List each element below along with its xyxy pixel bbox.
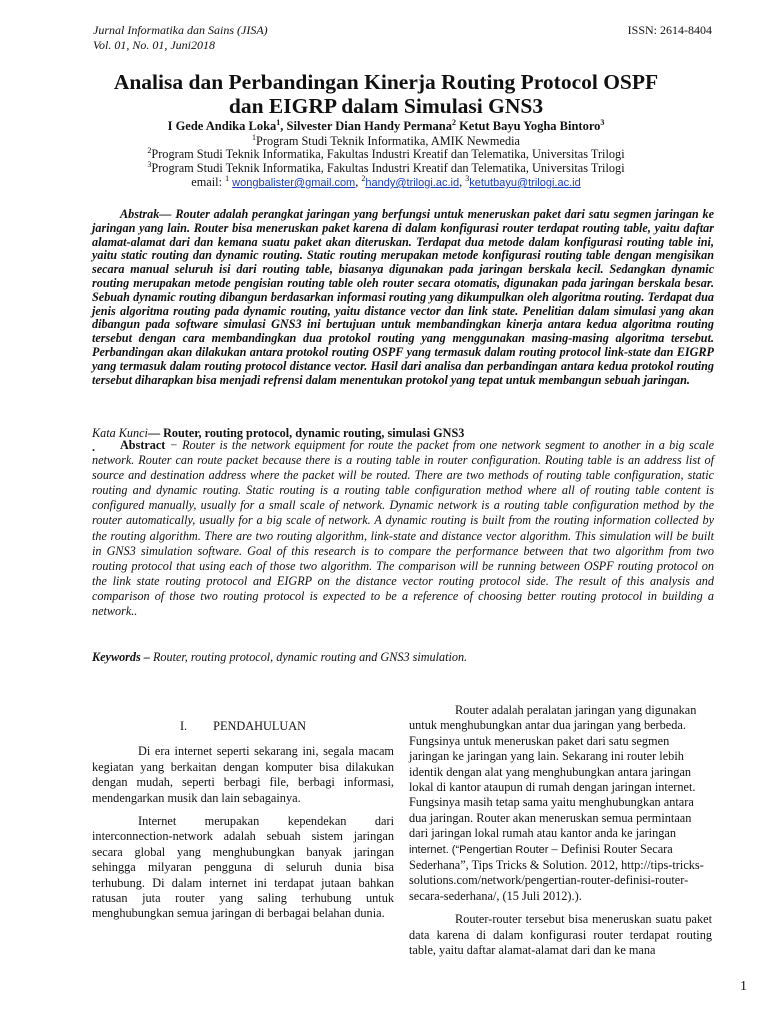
journal-header <box>93 23 268 53</box>
email-sup: 2 <box>361 174 366 183</box>
author-name: Ketut Bayu Yogha Bintoro <box>455 119 601 134</box>
affiliation-sup: 1 <box>252 133 257 142</box>
affiliation-text: Program Studi Teknik Informatika, AMIK Newmedia <box>256 134 520 149</box>
author-name: , Silvester Dian Handy Permana <box>280 119 452 134</box>
page-number: 1 <box>740 979 747 994</box>
title-line-2: dan EIGRP dalam Simulasi GNS3 <box>228 94 544 118</box>
abstract-paragraph <box>92 438 714 619</box>
email-link-2[interactable]: handy@trilogi.ac.id <box>365 177 460 190</box>
left-column <box>92 705 394 930</box>
keywords-label: Keywords – <box>92 650 153 664</box>
section-title: PENDAHULUAN <box>213 719 307 733</box>
affiliation-sup: 3 <box>147 160 152 169</box>
abstrak-text: Router adalah perangkat jaringan yang berfungsi untuk meneruskan paket dari satu segmen jaringan ke jaringan yang lain. Router bisa meneruskan paket karena di dalam konfigurasi router terdapat routing table, yaitu daftar alamat-alamat dari dan kemana suatu paket akan diteruskan. Terdapat dua metode dalam konfigurasi routing table ini, yaitu static routing dan dynamic routing. Static routing merupakan metode konfigurasi routing table dengan mengisikan secara manual seluruh isi dari routing table, biasanya digunakan pada jaringan berskala kecil. Sedangkan dynamic routing merupakan metode pengisian routing table oleh router secara otomatis, digunakan pada jaringan berskala besar. Sebuah dynamic routing dibangun berdasarkan informasi routing yang dikumpulkan oleh algoritma routing. Terdapat dua jenis algoritma routing pada dynamic routing, yaitu distance vector dan link state. Penelitian dalam simulasi yang akan dibangun pada software simulasi GNS3 ini bertujuan untuk membandingkan kinerja antara kedua algoritma routing tersebut dengan cara membandingkan dua protokol routing yang menggunakan masing-masing algoritma tersebut. Perbandingan akan dilakukan antara protokol routing OSPF yang termasuk dalam routing protocol link-state dan EIGRP yang termasuk dalam routing protocol distance vector. Hasil dari analisa dan perbandingan antara kedua protokol routing tersebut diharapkan bisa menjadi refrensi dalam menentukan protokol yang tepat untuk membangun sebuah jaringan. <box>92 207 714 387</box>
author-list <box>60 118 712 134</box>
email-line <box>60 174 712 190</box>
email-link-3[interactable]: ketutbayu@trilogi.ac.id <box>469 177 581 190</box>
abstrak-dash: — <box>159 207 176 221</box>
section-number: I. <box>179 719 188 733</box>
body-paragraph: Di era internet seperti sekarang ini, segala macam kegiatan yang berkaitan dengan komputer bisa dilakukan dengan mudah, seperti berbagi file, berbagi informasi, mendengarkan musik dan lain sebagainya. <box>92 744 394 805</box>
title-line-1: Analisa dan Perbandingan Kinerja Routing Protocol OSPF <box>113 70 659 94</box>
author-sup: 1 <box>276 118 281 127</box>
email-label: email: <box>191 175 226 190</box>
affiliation-text: Program Studi Teknik Informatika, Fakultas Industri Kreatif dan Telematika, Universitas Trilogi <box>151 161 625 176</box>
author-sup: 3 <box>600 118 605 127</box>
kata-kunci-label: Kata Kunci <box>92 426 148 440</box>
keywords-text: Router, routing protocol, dynamic routing and GNS3 simulation. <box>152 650 468 664</box>
kata-kunci-text: — Router, routing protocol, dynamic routing, simulasi GNS3 <box>147 426 465 440</box>
body-text: Router adalah peralatan jaringan yang digunakan untuk menghubungkan antar dua jaringan yang berbeda. Fungsinya untuk meneruskan paket dari satu segmen jaringan ke jaringan yang lain. Sekarang ini router lebih identik dengan alat yang menghubungkan antara jaringan lokal di kantor ataupun di rumah dengan jaringan internet. Fungsinya masih tetap sama yaitu menghubungkan antara dua jaringan. Router akan meneruskan semua permintaan dari jaringan lokal rumah atau kantor anda ke jaringan <box>409 703 697 841</box>
issn: ISSN: 2614-8404 <box>627 23 712 37</box>
email-link-1[interactable]: wongbalister@gmail.com <box>232 177 356 190</box>
email-sup: 3 <box>465 174 470 183</box>
keywords <box>92 650 714 665</box>
body-paragraph: Router-router tersebut bisa meneruskan suatu paket data karena di dalam konfigurasi router terdapat routing table, yaitu daftar alamat-alamat dari dan ke mana <box>409 912 712 958</box>
abstrak-label: Abstrak <box>120 207 160 221</box>
email-sup: 1 <box>225 174 230 183</box>
abstrak-paragraph <box>92 208 714 387</box>
author-name: I Gede Andika Loka <box>167 119 277 134</box>
body-paragraph: Internet merupakan kependekan dari interconnection-network adalah sebuah sistem jaringan secara global yang menghubungkan banyak jaringan sehingga milyaran pengguna di seluruh dunia bisa terhubung. Di dalam internet ini terdapat jutaan bahkan ratusan juta router yang saling terhubung untuk menghubungkan semua jaringan di berbagai belahan dunia. <box>92 814 394 921</box>
body-text: – Definisi Router Secara Sederhana”, Tips Tricks & Solution. 2012, http://tips-tricks-solutions.com/network/pengertian-router-definisi-router-secara-sederhana/, (15 Juli 2012).). <box>409 841 704 903</box>
affiliation-sup: 2 <box>147 146 152 155</box>
author-sup: 2 <box>451 118 456 127</box>
stray-dot: . <box>92 440 95 454</box>
journal-name: Jurnal Informatika dan Sains (JISA) <box>93 23 268 37</box>
section-heading <box>92 719 394 734</box>
body-text-sans: internet. (“Pengertian Router <box>409 843 549 856</box>
affiliation-text: Program Studi Teknik Informatika, Fakultas Industri Kreatif dan Telematika, Universitas Trilogi <box>151 147 625 162</box>
paper-title <box>60 70 712 118</box>
journal-volume: Vol. 01, No. 01, Juni2018 <box>93 38 215 52</box>
email-sep: , <box>459 175 466 190</box>
abstract-dash: − <box>165 438 183 452</box>
email-sep: , <box>355 175 362 190</box>
body-paragraph <box>409 703 712 904</box>
abstract-label: Abstract <box>120 438 166 452</box>
abstract-text: Router is the network equipment for route the packet from one network segment to another in a big scale network. Router can route packet because there is a routing table in router configuration. Routing table is an address list of source and destination address where the packet will be routed. There are two methods of routing table configuration, static routing and dynamic routing. Static routing is a routing table configuration method where all of routing table content is configured manually, usually for a small scale of network. Dynamic network is a routing table configuration method by the router automatically, usually for a big scale of network. A dynamic routing is built from the routing information collected by the routing algorithm. There are two routing algorithm, link-state and distance vector algorithm. This simulation will be built in GNS3 simulation software. Goal of this research is to compare the performance between that two algorithm from two routing protocol that using each of those two algorithm. The comparison will be running between OSPF routing protocol on the link state routing protocol and EIGRP on the distance vector routing protocol side. The result of this analysis and comparison of those two routing protocol is expected to be a reference of choosing better routing protocol in building a network.. <box>92 438 714 619</box>
right-column <box>409 703 712 967</box>
